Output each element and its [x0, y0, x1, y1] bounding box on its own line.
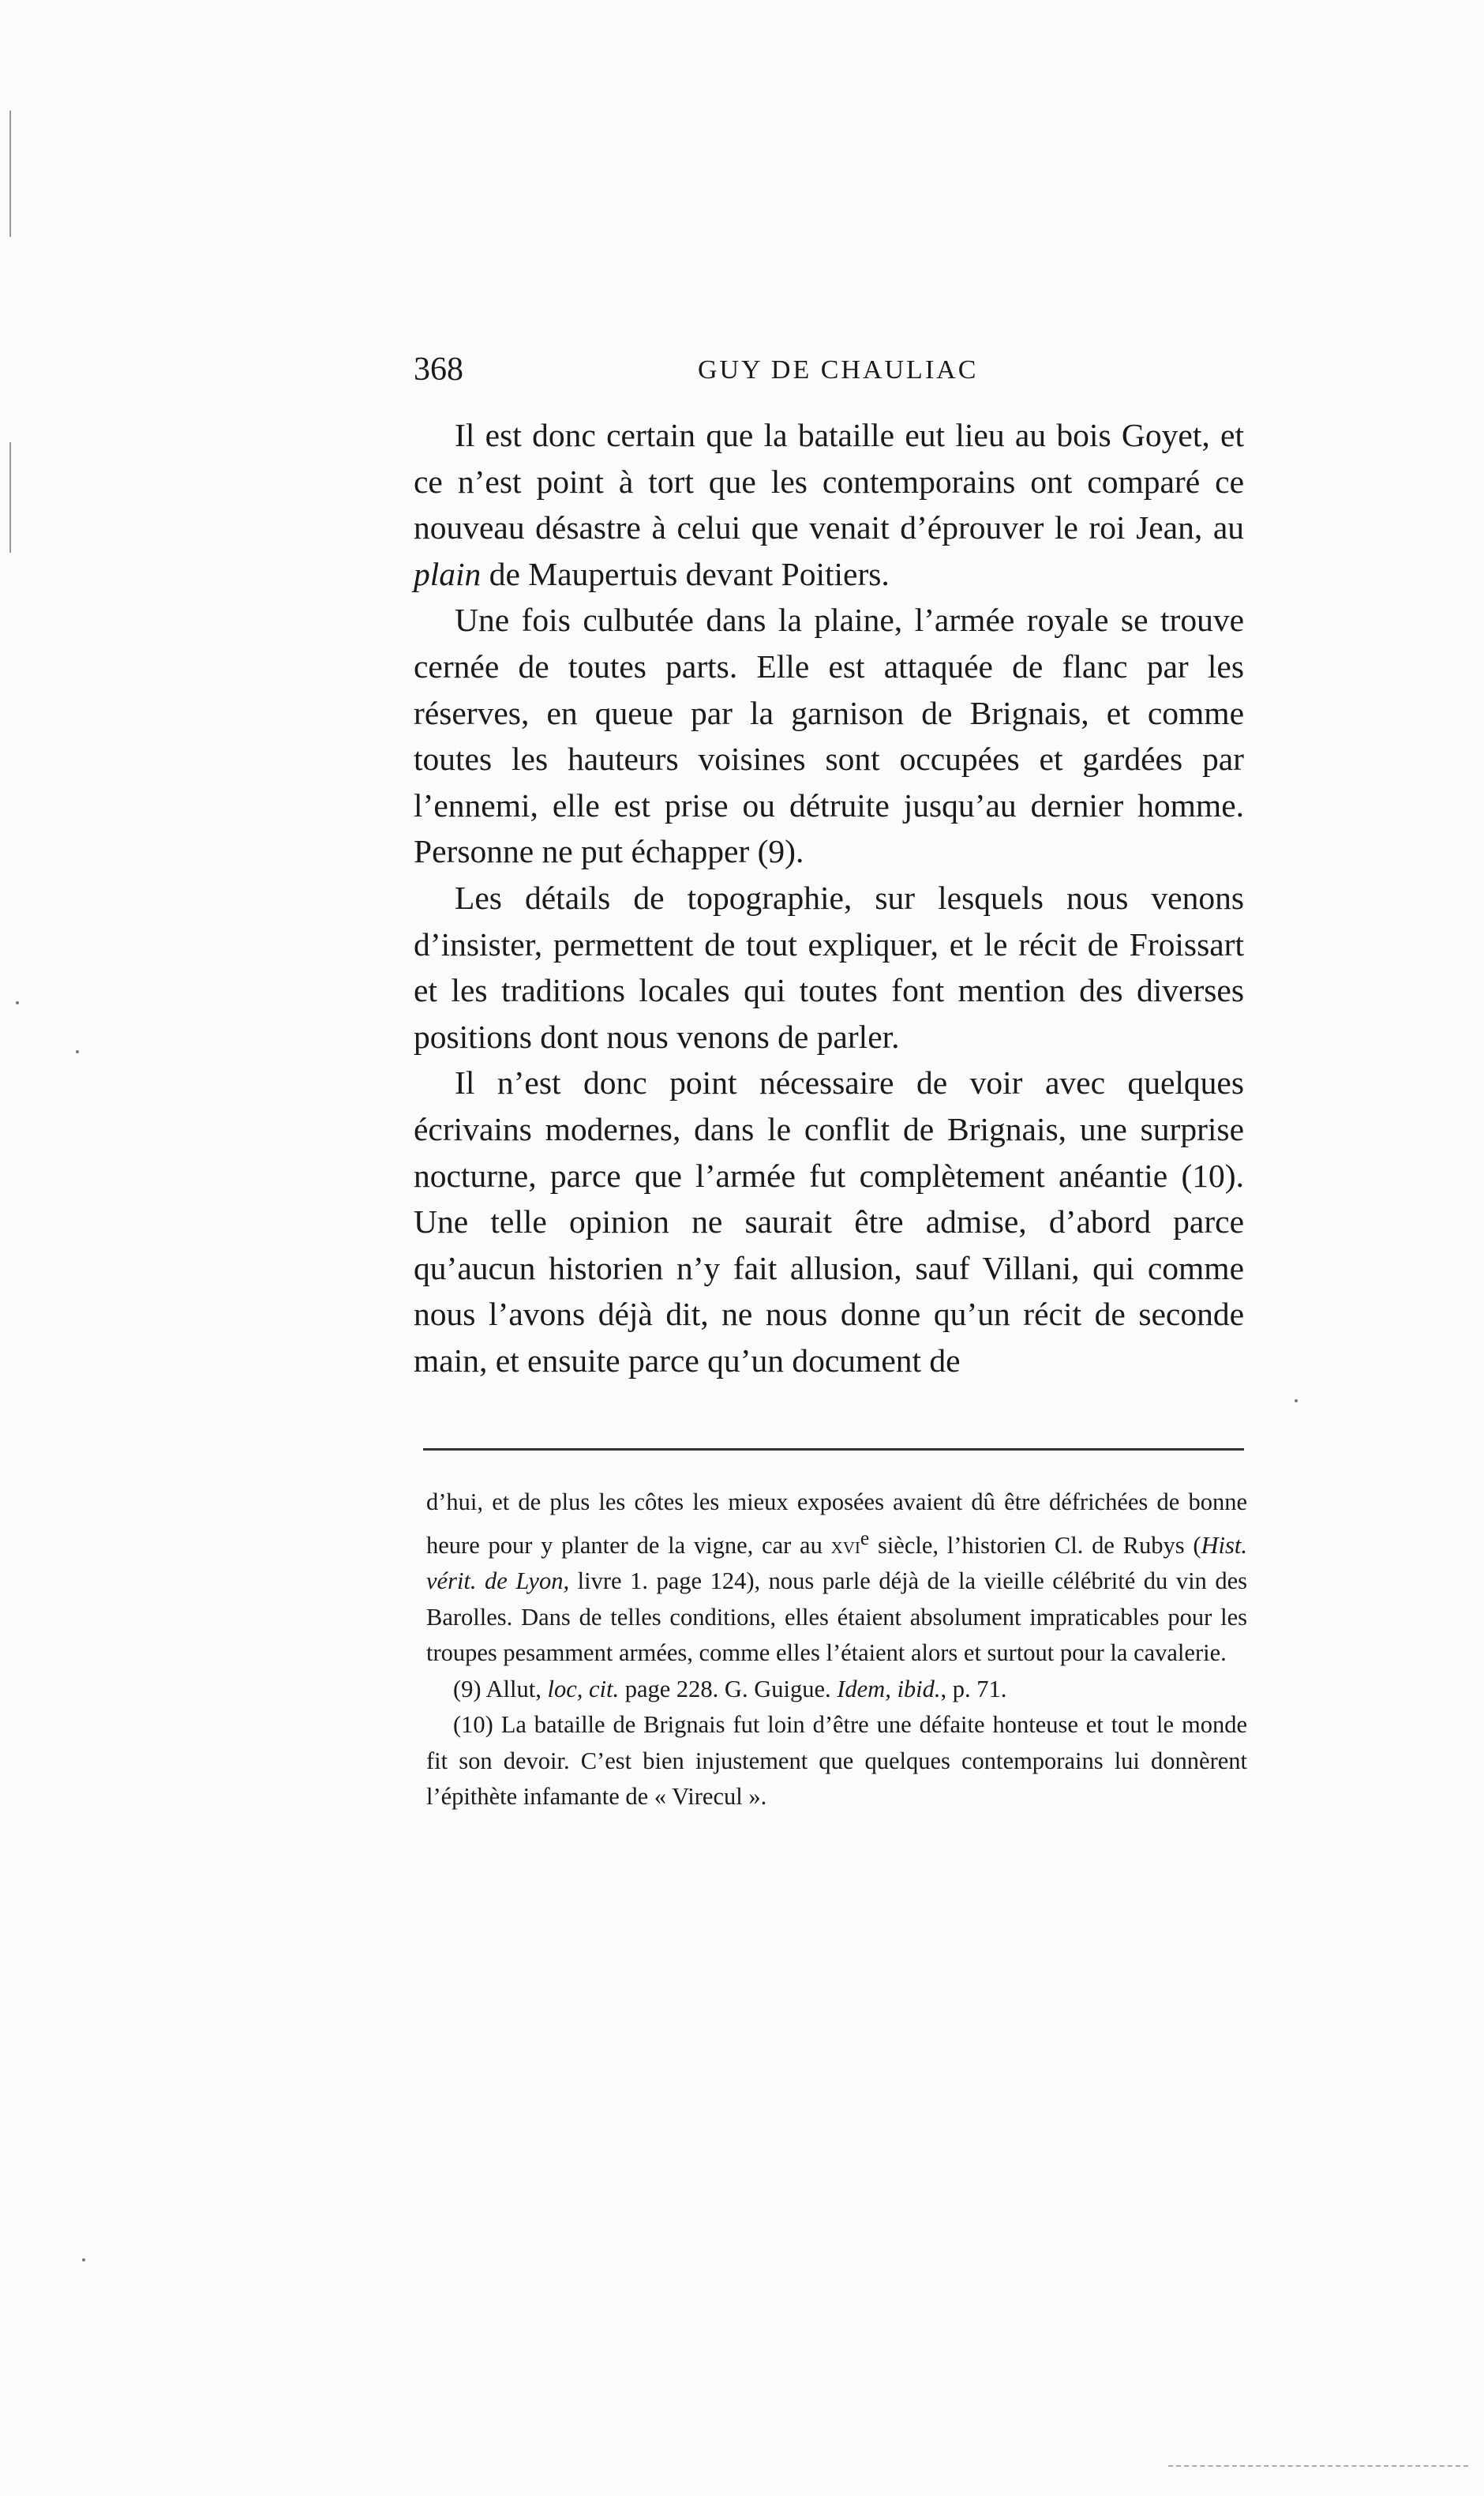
speck — [76, 1050, 79, 1053]
speck — [1295, 1399, 1298, 1402]
paragraph-text: Il est donc certain que la bataille eut lieu au bois Goyet, et ce n’est point à tort que les contemporains ont comparé ce nouveau désastre à celui que venait d’éprouver le roi Jean, au — [414, 417, 1244, 546]
footnote-10: (10) La bataille de Brignais fut loin d’être une défaite honteuse et tout le monde fit son devoir. C’est bien injustement que quelques contemporains lui donnèrent l’épithète infamante de « Virecul ». — [426, 1711, 1247, 1811]
century-numeral: xvi — [830, 1531, 860, 1559]
main-text — [414, 412, 1244, 1383]
paragraph-text: de Maupertuis devant Poitiers. — [481, 555, 890, 592]
binding-edge-mark — [9, 111, 11, 237]
running-head: GUY DE CHAULIAC — [698, 355, 979, 385]
footnote-continuation — [426, 1484, 1247, 1672]
footnote-text: d’hui, et de plus les côtes les mieux exposées avaient dû être défrichées de bonne heure pour y planter de la vigne, car au — [426, 1488, 1247, 1559]
scan-edge-dashes — [1168, 2465, 1468, 2467]
italic-abbrev: loc, cit. — [547, 1675, 620, 1702]
footnote-text: page 228. G. Guigue. — [619, 1675, 838, 1702]
page-header — [414, 351, 1258, 398]
footnote-text: , p. 71. — [940, 1675, 1007, 1702]
paragraph — [414, 412, 1244, 597]
paragraph: Une fois culbutée dans la plaine, l’armée royale se trouve cernée de toutes parts. Elle est attaquée de flanc par les réserves, en queue par la garnison de Brignais, et comme toutes les hauteurs voisines sont occupées et gardées par l’ennemi, elle est prise ou détruite jusqu’au dernier homme. Personne ne put échapper (9). — [414, 602, 1244, 870]
speck — [82, 2258, 85, 2261]
italic-term: plain — [414, 555, 482, 592]
footnote-separator — [423, 1448, 1244, 1451]
century-superscript: e — [860, 1526, 870, 1549]
page-number: 368 — [414, 351, 463, 388]
footnote-text: siècle, l’historien Cl. de Rubys ( — [869, 1531, 1201, 1559]
footnote-text: (9) Allut, — [453, 1675, 548, 1702]
footnote-text: livre 1. page 124), nous parle déjà de la vieille célébrité du vin des Barolles. Dans de telles conditions, elles étaient absolument impraticables pour les troupes pesamment armées, comme elles l’étaient alors et surtout pour la cavalerie. — [426, 1567, 1248, 1667]
paragraph: Les détails de topographie, sur lesquels nous venons d’insister, permettent de tout expliquer, et le récit de Froissart et les traditions locales qui toutes font mention des diverses positions dont nous venons de parler. — [414, 879, 1244, 1055]
speck — [16, 1001, 19, 1004]
binding-edge-mark — [9, 442, 11, 553]
paragraph: Il n’est donc point nécessaire de voir avec quelques écrivains modernes, dans le conflit de Brignais, une surprise nocturne, parce que l’armée fut complètement anéantie (10). Une telle opinion ne saurait être admise, d’abord parce qu’aucun historien n’y fait allusion, sauf Villani, qui comme nous l’avons déjà dit, ne nous donne qu’un récit de seconde main, et ensuite parce qu’un document de — [414, 1064, 1244, 1379]
footnotes — [426, 1484, 1247, 1815]
footnote-9 — [426, 1672, 1247, 1708]
work-title: Hist. vérit. de Lyon, — [426, 1531, 1247, 1595]
italic-abbrev: Idem, ibid. — [837, 1675, 941, 1702]
